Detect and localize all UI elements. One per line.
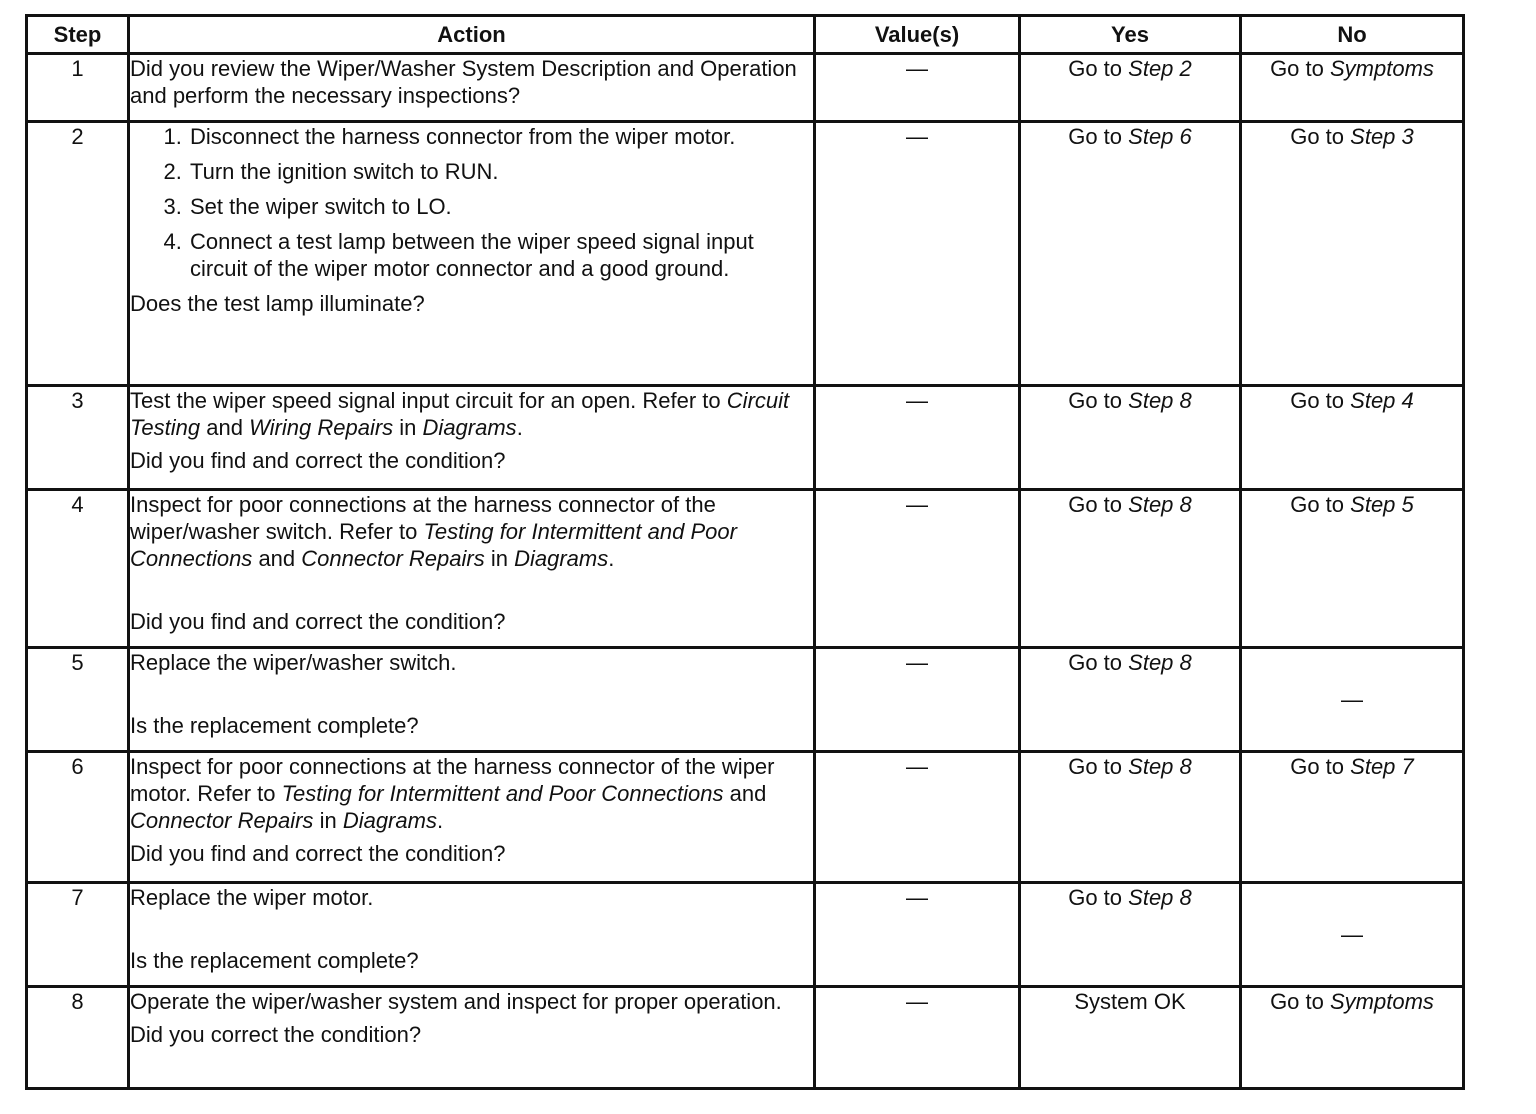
- reference-link-text: Testing for Intermittent and Poor Connections: [281, 781, 724, 806]
- no-prefix: Go to: [1290, 492, 1345, 517]
- action-text-part: .: [516, 415, 523, 440]
- table-row: [27, 752, 1464, 883]
- action-text-part: in: [490, 546, 508, 571]
- action-question: Did you find and correct the condition?: [130, 448, 506, 473]
- reference-link-text: Connector Repairs: [130, 808, 314, 833]
- no-cell: —: [1241, 648, 1464, 752]
- action-text-part: and: [258, 546, 296, 571]
- substep-item: 3. Set the wiper switch to LO.: [188, 193, 813, 220]
- substep-item: 1. Disconnect the harness connector from the wiper motor.: [188, 123, 813, 150]
- yes-cell: [1020, 752, 1241, 883]
- action-cell: [129, 490, 815, 648]
- yes-prefix: Go to: [1068, 388, 1123, 413]
- header-step: Step: [27, 16, 129, 54]
- no-prefix: Go to: [1290, 754, 1345, 779]
- table-row: [27, 122, 1464, 386]
- yes-prefix: Go to: [1068, 56, 1123, 81]
- header-values: Value(s): [815, 16, 1020, 54]
- reference-link-text: Diagrams: [422, 415, 517, 440]
- yes-target: Step 8: [1128, 754, 1192, 779]
- no-cell: —: [1241, 883, 1464, 987]
- action-cell: [129, 648, 815, 752]
- value-cell: —: [815, 54, 1020, 122]
- yes-target: Step 8: [1128, 388, 1192, 413]
- action-text-part: .: [436, 808, 444, 833]
- yes-cell: [1020, 648, 1241, 752]
- no-target: Step 5: [1350, 492, 1414, 517]
- step-number: 8: [27, 987, 129, 1089]
- action-text-part: and: [729, 781, 767, 806]
- yes-prefix: Go to: [1068, 754, 1123, 779]
- action-text: Replace the wiper/washer switch.: [130, 650, 457, 675]
- action-cell: [129, 386, 815, 490]
- header-yes: Yes: [1020, 16, 1241, 54]
- yes-cell: [1020, 883, 1241, 987]
- action-cell: [129, 987, 815, 1089]
- value-cell: —: [815, 122, 1020, 386]
- value-cell: —: [815, 752, 1020, 883]
- step-number: 7: [27, 883, 129, 987]
- no-prefix: Go to: [1270, 989, 1324, 1014]
- action-text: [130, 491, 813, 572]
- step-number: 3: [27, 386, 129, 490]
- action-text-part: Test the wiper speed signal input circuit for an open. Refer to: [130, 388, 721, 413]
- no-cell: [1241, 386, 1464, 490]
- action-cell: [129, 54, 815, 122]
- header-no: No: [1241, 16, 1464, 54]
- yes-cell: [1020, 54, 1241, 122]
- step-number: 1: [27, 54, 129, 122]
- table-row: [27, 987, 1464, 1089]
- reference-link-text: Connector Repairs: [301, 546, 485, 571]
- action-text: Did you review the Wiper/Washer System Description and Operation and perform the necessary inspections?: [130, 56, 797, 108]
- diagnostic-table: [25, 14, 1465, 1090]
- reference-link-text: Wiring Repairs: [249, 415, 394, 440]
- no-cell: [1241, 752, 1464, 883]
- substep-item: 4. Connect a test lamp between the wiper speed signal input circuit of the wiper motor connector and a good ground.: [188, 228, 813, 282]
- yes-target: Step 8: [1128, 492, 1192, 517]
- action-text: [130, 753, 813, 834]
- action-text: [130, 387, 813, 441]
- yes-prefix: Go to: [1068, 885, 1123, 910]
- header-row: [27, 16, 1464, 54]
- yes-cell: [1020, 386, 1241, 490]
- value-cell: —: [815, 490, 1020, 648]
- value-cell: —: [815, 386, 1020, 490]
- no-cell: [1241, 490, 1464, 648]
- step-number: 5: [27, 648, 129, 752]
- yes-cell: [1020, 122, 1241, 386]
- action-cell: [129, 122, 815, 386]
- table-row: [27, 648, 1464, 752]
- action-text: Operate the wiper/washer system and inspect for proper operation.: [130, 989, 782, 1014]
- action-question: Did you find and correct the condition?: [130, 841, 506, 866]
- substep-list: [130, 123, 813, 282]
- reference-link-text: Diagrams: [514, 546, 609, 571]
- action-text: Replace the wiper motor.: [130, 885, 374, 910]
- action-text-part: in: [319, 808, 337, 833]
- table-row: [27, 490, 1464, 648]
- header-action: Action: [129, 16, 815, 54]
- action-cell: [129, 752, 815, 883]
- no-target: Step 7: [1350, 754, 1414, 779]
- reference-link-text: Testing for Intermittent and Poor Connections: [130, 519, 737, 571]
- action-text-part: .: [608, 546, 615, 571]
- no-target: Symptoms: [1330, 56, 1434, 81]
- yes-target: Step 2: [1128, 56, 1192, 81]
- table-row: [27, 54, 1464, 122]
- action-question: Is the replacement complete?: [130, 948, 419, 973]
- yes-target: Step 8: [1128, 885, 1192, 910]
- no-prefix: Go to: [1290, 388, 1345, 413]
- value-cell: —: [815, 883, 1020, 987]
- action-question: Is the replacement complete?: [130, 713, 419, 738]
- no-cell: [1241, 122, 1464, 386]
- action-text-part: and: [206, 415, 243, 440]
- yes-prefix: Go to: [1068, 650, 1123, 675]
- no-target: Symptoms: [1330, 989, 1434, 1014]
- action-cell: [129, 883, 815, 987]
- action-question: Did you find and correct the condition?: [130, 609, 506, 634]
- no-cell: [1241, 54, 1464, 122]
- table-row: [27, 386, 1464, 490]
- step-number: 4: [27, 490, 129, 648]
- action-text-part: Inspect for poor connections at the harness connector of the wiper/washer switch. Refer to: [130, 492, 716, 544]
- no-prefix: Go to: [1290, 124, 1345, 149]
- action-question: Did you correct the condition?: [130, 1022, 422, 1047]
- step-number: 6: [27, 752, 129, 883]
- action-text-part: Inspect for poor connections at the harness connector of the wiper motor. Refer to: [130, 754, 775, 806]
- reference-link-text: Diagrams: [342, 808, 437, 833]
- yes-cell: [1020, 490, 1241, 648]
- yes-prefix: Go to: [1068, 492, 1123, 517]
- yes-target: Step 6: [1128, 124, 1192, 149]
- no-prefix: Go to: [1270, 56, 1324, 81]
- yes-target: Step 8: [1128, 650, 1192, 675]
- no-target: Step 4: [1350, 388, 1414, 413]
- action-text-part: in: [399, 415, 417, 440]
- step-number: 2: [27, 122, 129, 386]
- no-target: Step 3: [1350, 124, 1414, 149]
- yes-prefix: Go to: [1068, 124, 1123, 149]
- reference-link-text: Circuit Testing: [130, 388, 790, 440]
- value-cell: —: [815, 987, 1020, 1089]
- substep-item: 2. Turn the ignition switch to RUN.: [188, 158, 813, 185]
- yes-cell: System OK: [1020, 987, 1241, 1089]
- no-cell: [1241, 987, 1464, 1089]
- action-question: Does the test lamp illuminate?: [130, 291, 425, 316]
- table-row: [27, 883, 1464, 987]
- value-cell: —: [815, 648, 1020, 752]
